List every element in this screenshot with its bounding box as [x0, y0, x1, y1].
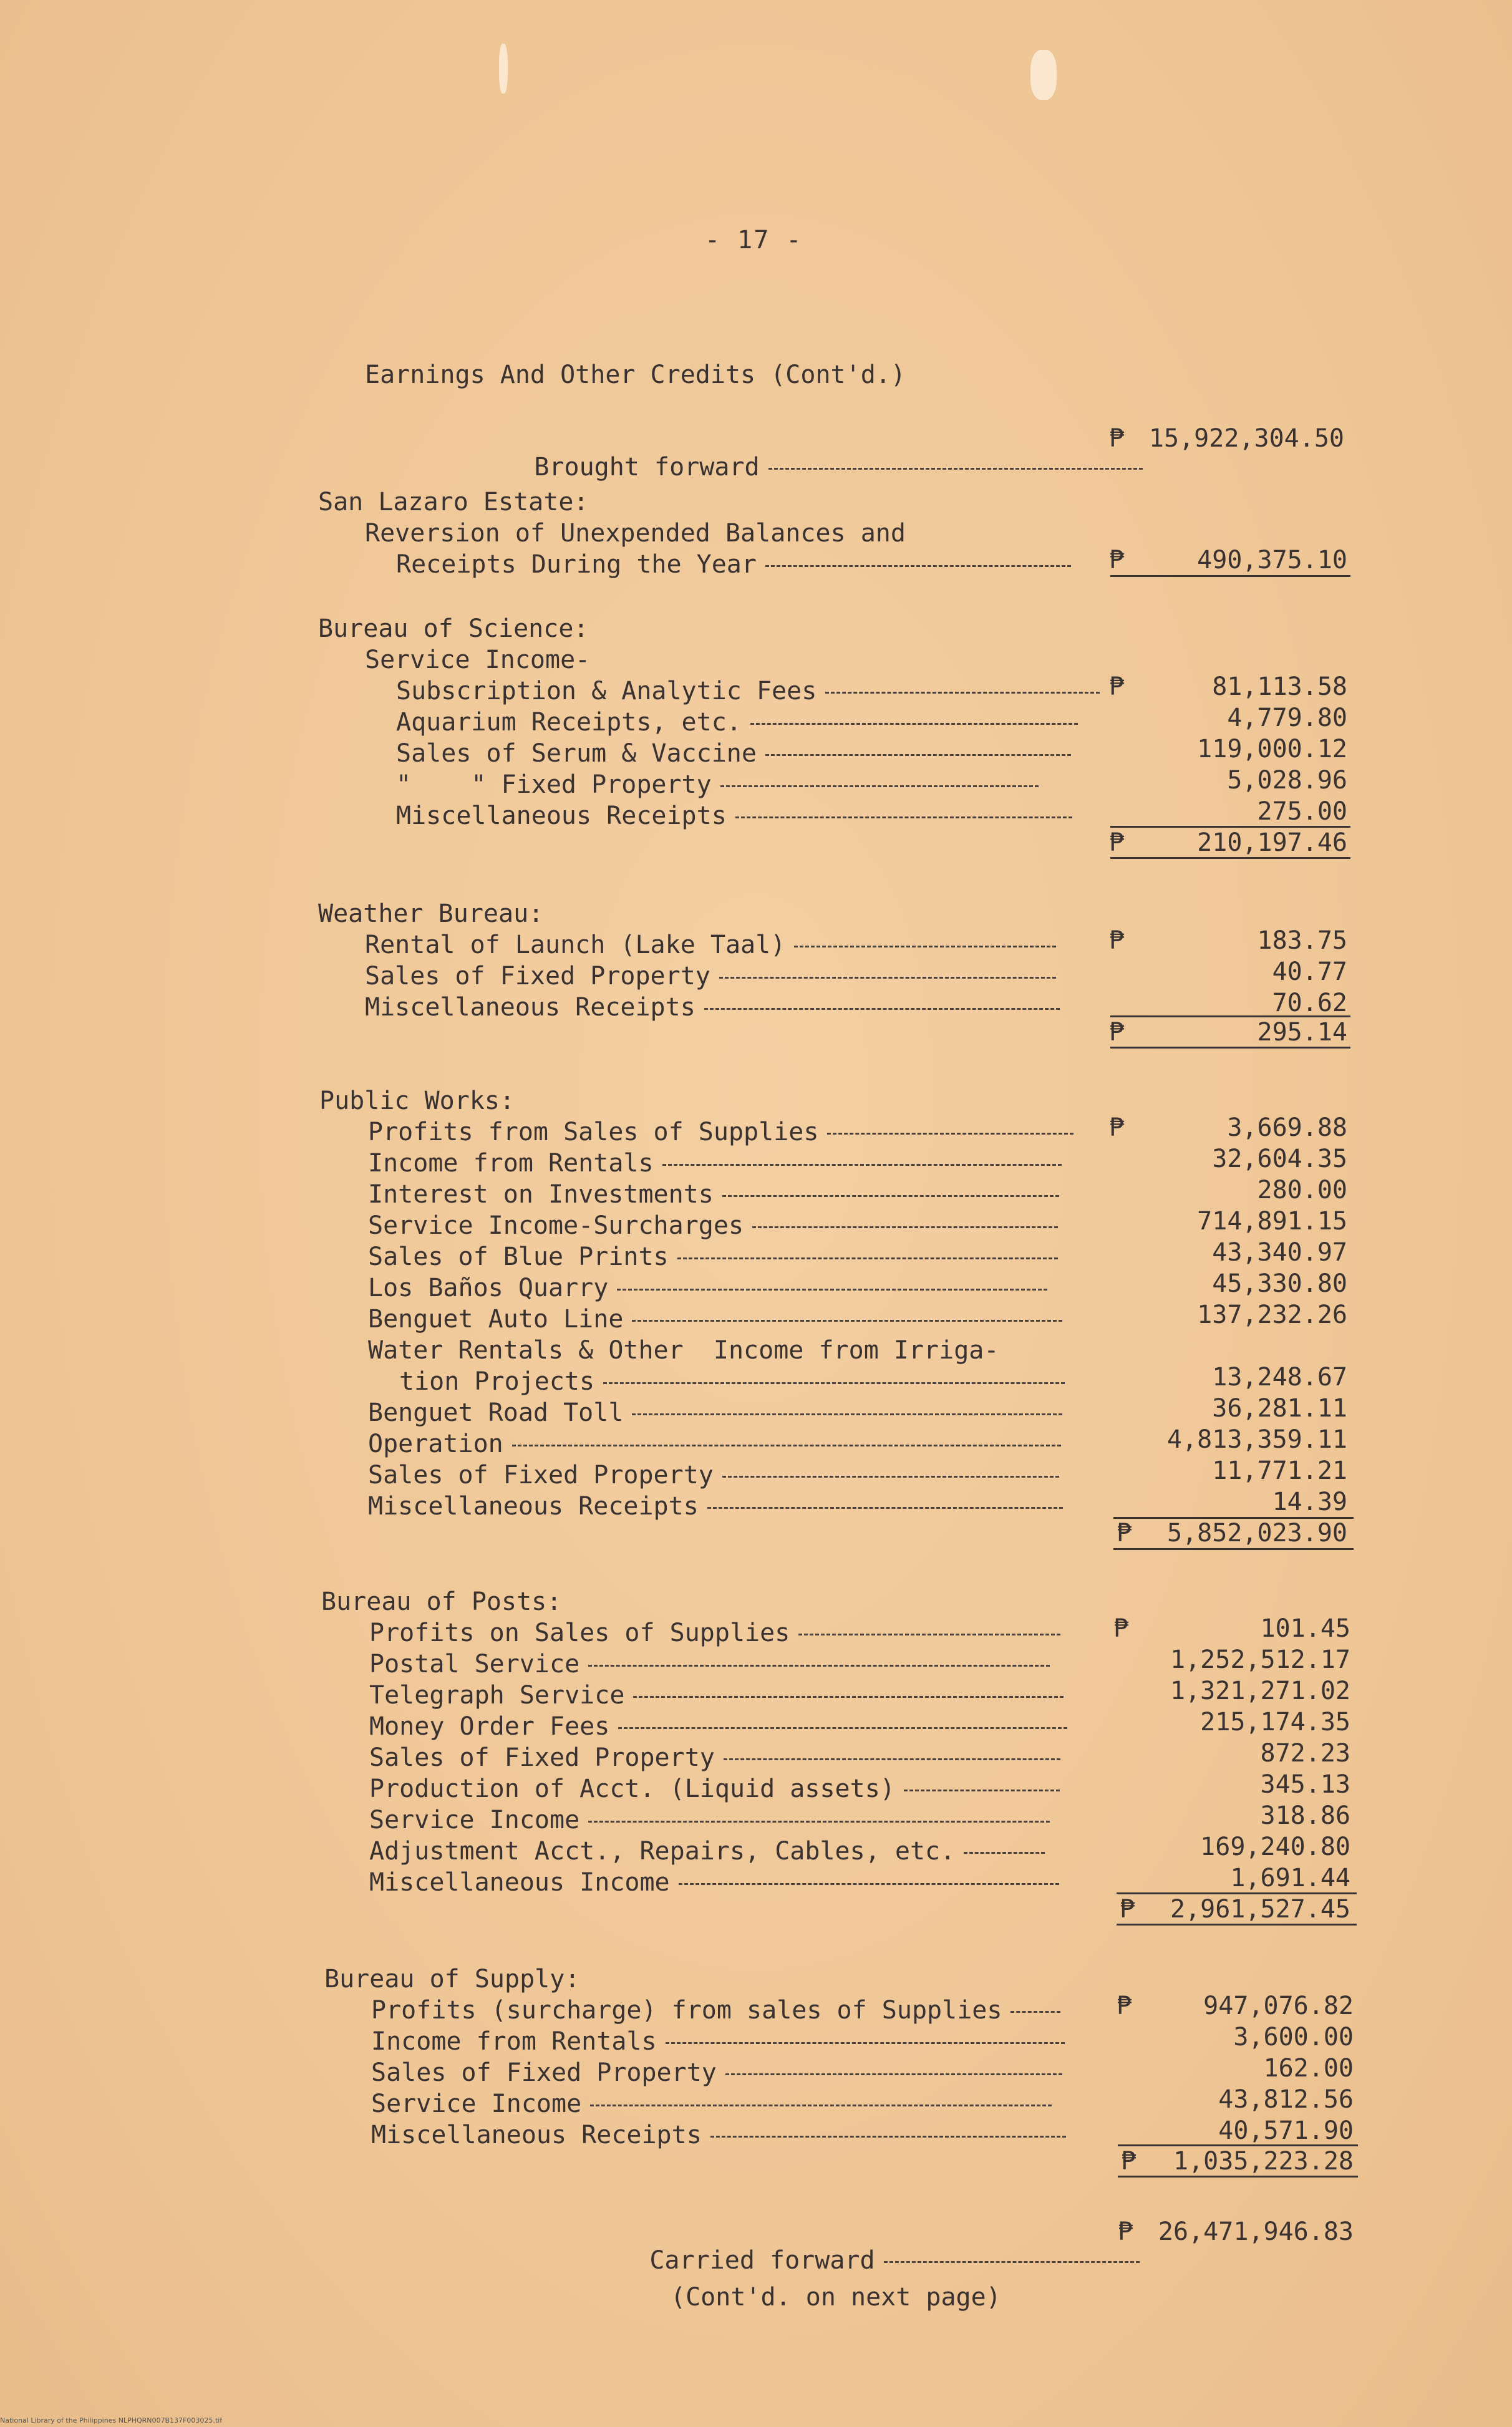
carried-forward-label: Carried forward [649, 2246, 875, 2275]
line-amount: 215,174.35 [1200, 1708, 1350, 1737]
line-amount: 275.00 [1257, 797, 1347, 826]
carried-forward-amount: 26,471,946.83 [1158, 2217, 1354, 2246]
line-amount: 119,000.12 [1197, 735, 1347, 763]
line-item: Receipts During the Year [396, 550, 1071, 579]
line-item: " " Fixed Property [396, 770, 1039, 799]
currency-symbol: ₱ [1109, 926, 1125, 955]
currency-symbol: ₱ [1109, 1018, 1125, 1047]
total-rule [1113, 1548, 1354, 1550]
line-amount: 13,248.67 [1212, 1363, 1347, 1392]
line-amount: 101.45 [1260, 1614, 1350, 1643]
brought-forward-amount: 15,922,304.50 [1148, 424, 1344, 453]
line-item: Sales of Fixed Property [369, 1743, 1060, 1772]
section-total: 5,852,023.90 [1167, 1519, 1347, 1548]
line-amount: 4,813,359.11 [1167, 1425, 1347, 1454]
line-item: Benguet Road Toll [368, 1398, 1062, 1427]
line-amount: 280.00 [1257, 1176, 1347, 1204]
total-rule [1110, 1047, 1350, 1049]
carried-forward-currency: ₱ [1118, 2217, 1133, 2246]
section-title-weather-bureau: Weather Bureau: [318, 899, 544, 928]
line-item: Sales of Serum & Vaccine [396, 739, 1071, 768]
total-rule [1118, 2176, 1358, 2178]
line-item: tion Projects [399, 1367, 1065, 1396]
total-rule [1117, 1924, 1357, 1926]
punch-hole-left [499, 44, 508, 94]
line-item: Production of Acct. (Liquid assets) [369, 1775, 1060, 1803]
section-title-bureau-of-science: Bureau of Science: [318, 614, 589, 643]
line-item: Rental of Launch (Lake Taal) [365, 931, 1056, 959]
line-amount: 714,891.15 [1197, 1207, 1347, 1236]
currency-symbol: ₱ [1117, 1519, 1132, 1548]
line-amount: 40,571.90 [1218, 2116, 1354, 2145]
line-item: Profits on Sales of Supplies [369, 1619, 1060, 1647]
section-total: 1,035,223.28 [1173, 2147, 1354, 2176]
line-amount: 169,240.80 [1200, 1833, 1350, 1861]
line-item: Los Baños Quarry [368, 1274, 1047, 1302]
line-item: Income from Rentals [368, 1149, 1062, 1178]
subtotal-rule [1117, 1892, 1357, 1894]
line-amount: 183.75 [1257, 926, 1347, 955]
line-item: Miscellaneous Receipts [368, 1492, 1063, 1521]
currency-symbol: ₱ [1120, 1895, 1135, 1924]
line-item: Service Income-Surcharges [368, 1211, 1058, 1240]
punch-hole-right [1030, 50, 1057, 100]
line-amount: 40.77 [1272, 957, 1347, 986]
line-item: Postal Service [369, 1650, 1050, 1679]
line-item: Profits from Sales of Supplies [368, 1118, 1073, 1146]
section-title-bureau-of-posts: Bureau of Posts: [321, 1587, 562, 1616]
subtotal-rule [1110, 1015, 1350, 1017]
line-item: Operation [368, 1430, 1061, 1458]
line-amount: 1,252,512.17 [1170, 1645, 1350, 1674]
currency-symbol: ₱ [1109, 828, 1125, 857]
line-amount: 137,232.26 [1197, 1301, 1347, 1329]
currency-symbol: ₱ [1109, 546, 1125, 574]
section-subtitle: Service Income- [365, 646, 591, 674]
line-item: Water Rentals & Other Income from Irriga- [368, 1336, 999, 1365]
subtotal-rule [1118, 2144, 1358, 2146]
currency-symbol: ₱ [1117, 1992, 1132, 2020]
document-heading: Earnings And Other Credits (Cont'd.) [365, 361, 906, 389]
line-item: Profits (surcharge) from sales of Supplies [371, 1996, 1060, 2025]
line-item: Miscellaneous Income [369, 1868, 1059, 1897]
line-amount: 70.62 [1272, 989, 1347, 1017]
line-amount: 45,330.80 [1212, 1269, 1347, 1298]
line-amount: 11,771.21 [1212, 1456, 1347, 1485]
currency-symbol: ₱ [1109, 1113, 1125, 1142]
currency-symbol: ₱ [1113, 1614, 1129, 1643]
line-amount: 43,812.56 [1218, 2085, 1354, 2114]
total-rule [1110, 575, 1350, 577]
section-total: 2,961,527.45 [1170, 1895, 1350, 1924]
line-item: Adjustment Acct., Repairs, Cables, etc. [369, 1837, 1045, 1866]
line-amount: 947,076.82 [1203, 1992, 1354, 2020]
archive-tag: National Library of the Philippines NLPHQRN007B137F003025.tif [0, 2416, 223, 2425]
line-item: Interest on Investments [368, 1180, 1059, 1209]
line-amount: 5,028.96 [1227, 766, 1347, 795]
line-item: Income from Rentals [371, 2027, 1065, 2056]
section-title-bureau-of-supply: Bureau of Supply: [324, 1965, 580, 1993]
line-item: Miscellaneous Receipts [371, 2121, 1066, 2149]
line-item: Subscription & Analytic Fees [396, 677, 1100, 705]
brought-forward-currency: ₱ [1109, 424, 1125, 453]
line-amount: 3,600.00 [1233, 2023, 1354, 2052]
brought-forward-label: Brought forward [534, 453, 760, 482]
line-item: Benguet Auto Line [368, 1305, 1062, 1334]
line-item: Reversion of Unexpended Balances and [365, 519, 906, 548]
line-amount: 3,669.88 [1227, 1113, 1347, 1142]
line-item: Miscellaneous Receipts [365, 993, 1060, 1022]
line-item: Service Income [369, 1806, 1050, 1834]
currency-symbol: ₱ [1109, 672, 1125, 701]
line-item: Sales of Fixed Property [365, 962, 1056, 991]
line-amount: 162.00 [1263, 2054, 1354, 2083]
line-amount: 318.86 [1260, 1801, 1350, 1830]
subtotal-rule [1110, 826, 1350, 828]
line-item: Service Income [371, 2090, 1052, 2118]
line-amount: 36,281.11 [1212, 1394, 1347, 1423]
line-item: Sales of Fixed Property [371, 2058, 1062, 2087]
line-item: Telegraph Service [369, 1681, 1064, 1710]
total-rule [1110, 857, 1350, 859]
line-amount: 872.23 [1260, 1739, 1350, 1768]
section-total: 295.14 [1257, 1018, 1347, 1047]
line-amount: 32,604.35 [1212, 1145, 1347, 1173]
line-amount: 14.39 [1272, 1488, 1347, 1516]
page-number: - 17 - [705, 226, 803, 254]
line-item: Sales of Blue Prints [368, 1243, 1058, 1271]
currency-symbol: ₱ [1121, 2147, 1136, 2176]
line-amount: 1,691.44 [1230, 1864, 1350, 1892]
line-item: Aquarium Receipts, etc. [396, 708, 1078, 737]
line-amount: 345.13 [1260, 1770, 1350, 1799]
line-item: Miscellaneous Receipts [396, 802, 1072, 830]
section-total: 210,197.46 [1197, 828, 1347, 857]
line-item: Money Order Fees [369, 1712, 1067, 1741]
continuation-note: (Cont'd. on next page) [671, 2283, 1001, 2312]
line-amount: 4,779.80 [1227, 704, 1347, 732]
section-title-san-lazaro: San Lazaro Estate: [318, 488, 589, 516]
line-item: Sales of Fixed Property [368, 1461, 1059, 1490]
line-amount: 490,375.10 [1197, 546, 1347, 574]
section-title-public-works: Public Works: [319, 1087, 515, 1115]
line-amount: 1,321,271.02 [1170, 1677, 1350, 1705]
line-amount: 43,340.97 [1212, 1238, 1347, 1267]
line-amount: 81,113.58 [1212, 672, 1347, 701]
